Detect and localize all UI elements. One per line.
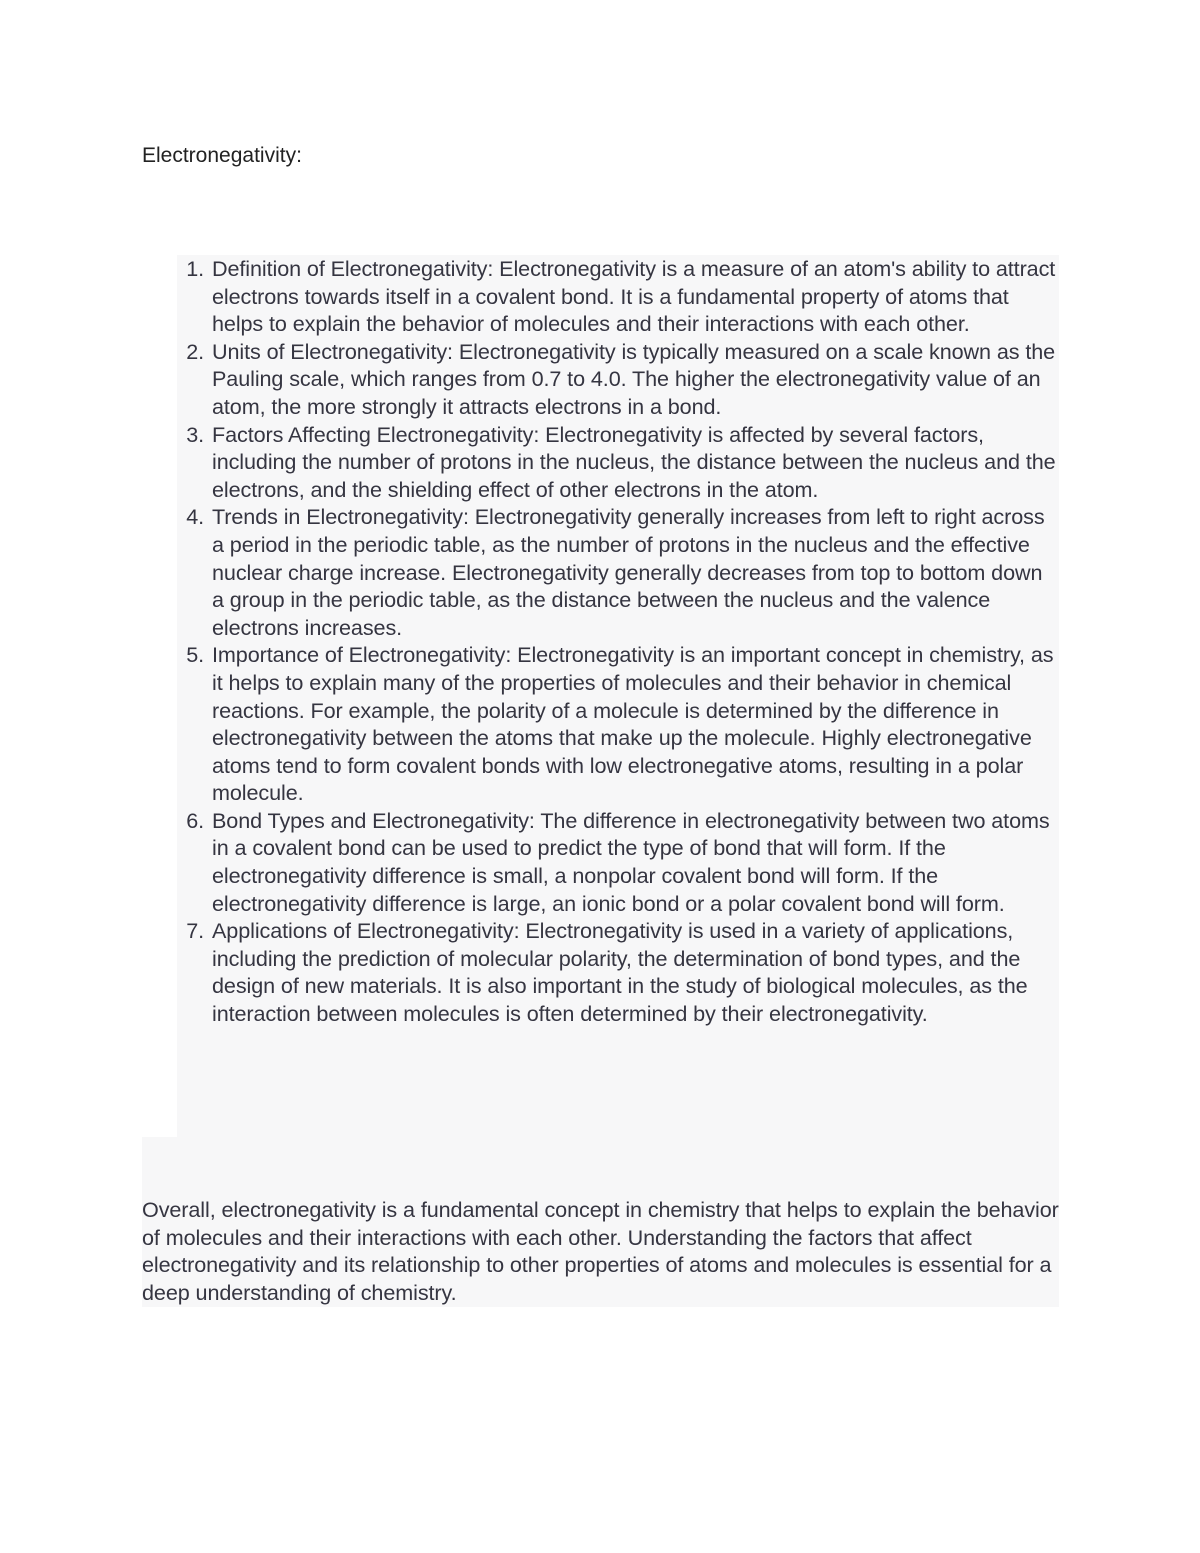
list-item-number: 2.: [186, 338, 204, 364]
list-item-text: Units of Electronegativity: Electronegativity is typically measured on a scale known as the Pauling scale, which ranges from 0.7 to 4.0. The higher the electronegativity value of an atom, the more strongly it attracts electrons in a bond.: [212, 338, 1056, 419]
list-item-text: Factors Affecting Electronegativity: Electronegativity is affected by several factors, including the number of protons in the nucleus, the distance between the nucleus and the electrons, and the shielding effect of other electrons in the atom.: [212, 421, 1056, 502]
list-item-number: 1.: [186, 256, 204, 281]
list-item-number: 7.: [186, 918, 204, 944]
list-item-number: 3.: [186, 421, 204, 447]
list-item-text: Trends in Electronegativity: Electronegativity generally increases from left to right across a period in the periodic table, as the number of protons in the nucleus and the effective nuclear charge increase. Electronegativity generally decreases from top to bottom down a group in the periodic table, as the distance between the nucleus and the valence electrons increases.: [212, 504, 1045, 640]
summary-paragraph: Overall, electronegativity is a fundamental concept in chemistry that helps to explain the behavior of molecules and their interactions with each other. Understanding the factors that affect electronegativity and its relationship to other properties of atoms and molecules is essential for a deep understanding of chemistry.: [142, 1197, 1059, 1305]
list-item: [186, 503, 1058, 641]
list-item-text: Importance of Electronegativity: Electronegativity is an important concept in chemistry, as it helps to explain many of the properties of molecules and their behavior in chemical reactions. For example, the polarity of a molecule is determined by the difference in electronegativity between the atoms that make up the molecule. Highly electronegative atoms tend to form covalent bonds with low electronegative atoms, resulting in a polar molecule.: [212, 642, 1054, 806]
list-item-text: Applications of Electronegativity: Electronegativity is used in a variety of applications, including the prediction of molecular polarity, the determination of bond types, and the design of new materials. It is also important in the study of biological molecules, as the interaction between molecules is often determined by their electronegativity.: [212, 918, 1028, 1027]
list-item-number: 5.: [186, 642, 204, 668]
list-item: [186, 917, 1058, 1027]
list-item-text: Bond Types and Electronegativity: The difference in electronegativity between two atoms in a covalent bond can be used to predict the type of bond that will form. If the electronegativity difference is small, a nonpolar covalent bond will form. If the electronegativity difference is large, an ionic bond or a polar covalent bond will form.: [212, 807, 1050, 916]
list-item-text: Definition of Electronegativity: Electronegativity is a measure of an atom's ability to attract electrons towards itself in a covalent bond. It is a fundamental property of atoms that helps to explain the behavior of molecules and their interactions with each other.: [212, 256, 1056, 337]
list-item-number: 4.: [186, 504, 204, 530]
list-item: [186, 338, 1058, 421]
page-title: Electronegativity:: [142, 144, 302, 167]
list-item: [186, 807, 1058, 917]
list-item: [186, 255, 1058, 338]
numbered-list: [186, 255, 1058, 1028]
list-item-number: 6.: [186, 807, 204, 833]
list-item: [186, 421, 1058, 504]
list-item: [186, 641, 1058, 807]
